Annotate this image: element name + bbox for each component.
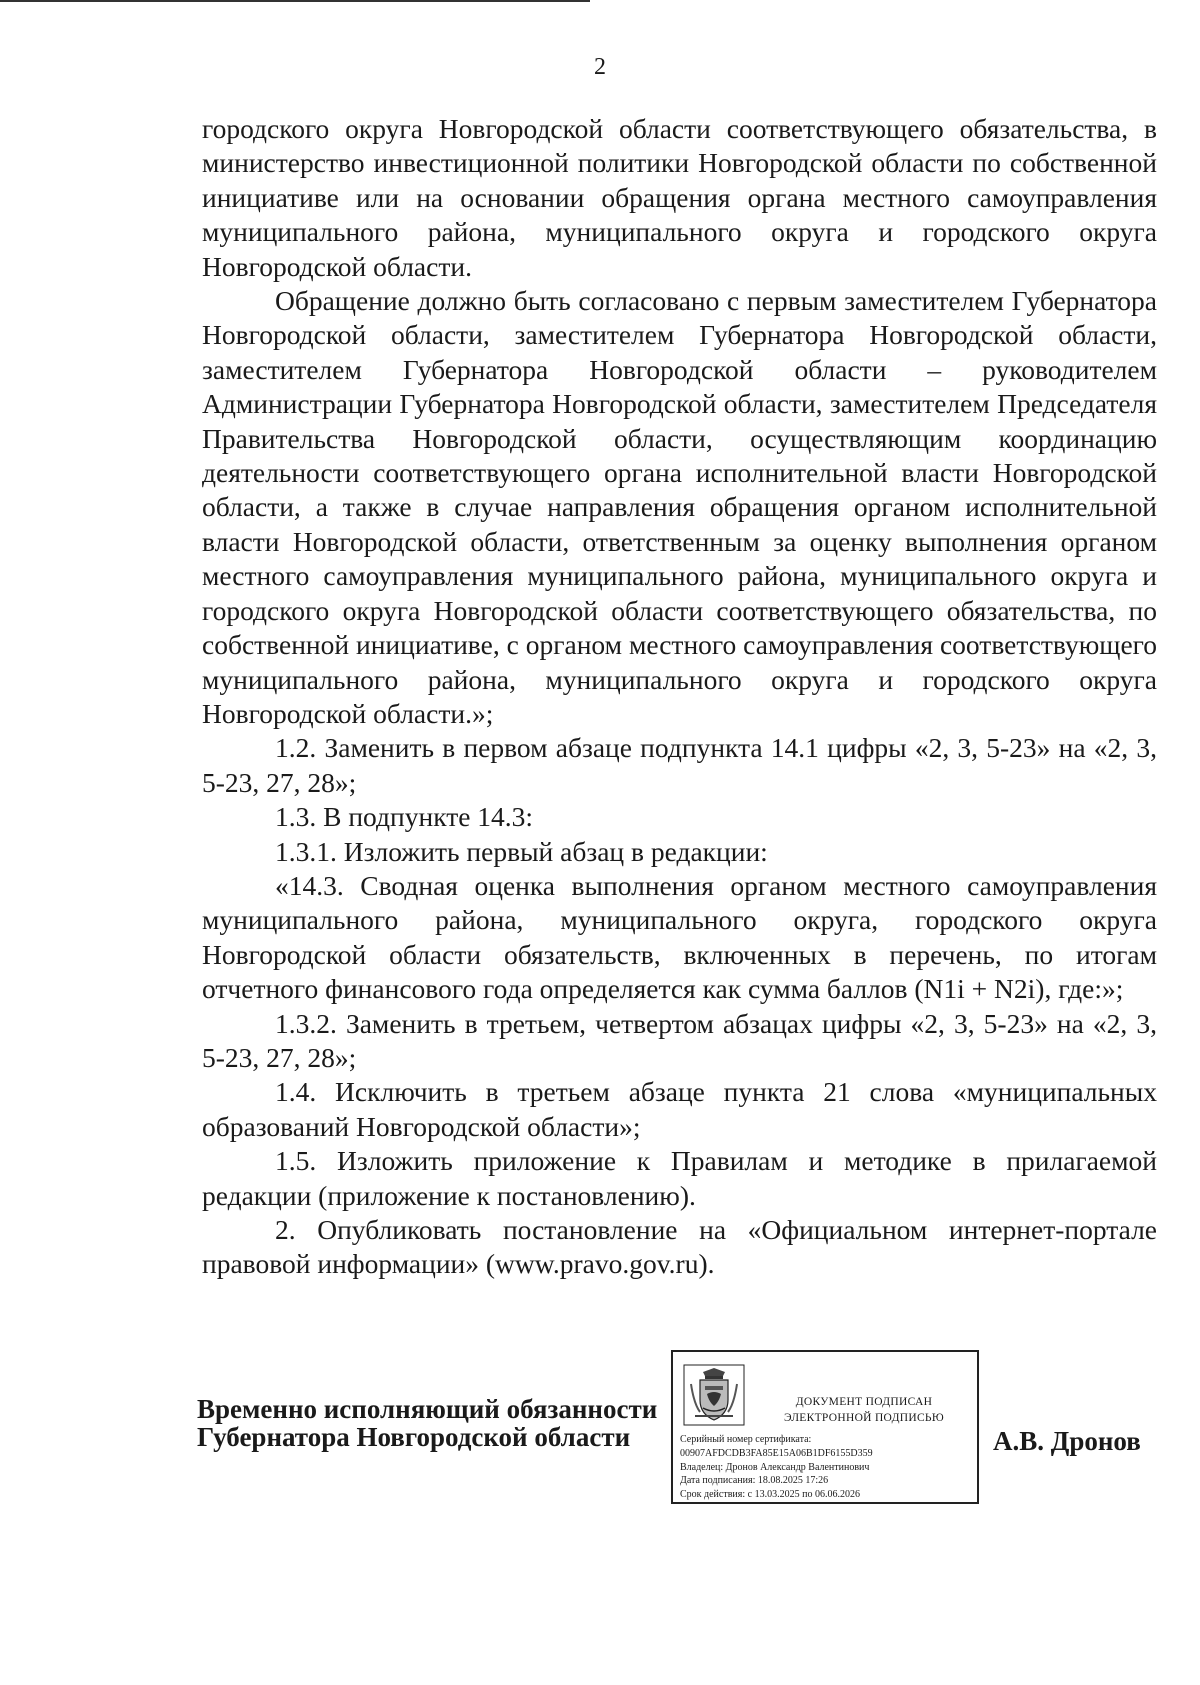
paragraph: «14.3. Сводная оценка выполнения органом местного самоуправления муниципального района, муниципального округа, городского округа Новгородской области обязательств, включенных в перечень, по итогам отчетного финансового года определяется как сумма баллов (N1i + N2i), где:»; bbox=[202, 869, 1157, 1005]
certificate-validity: Срок действия: с 13.03.2025 по 06.06.2026 bbox=[680, 1489, 860, 1501]
paragraph: 1.3.2. Заменить в третьем, четвертом абзацах цифры «2, 3, 5-23» на «2, 3, 5-23, 27, 28»; bbox=[202, 1007, 1157, 1073]
signatory-name: А.В. Дронов bbox=[993, 1426, 1141, 1456]
coat-of-arms-icon bbox=[683, 1364, 745, 1426]
scan-top-edge-line bbox=[0, 0, 590, 2]
stamp-title-line: ЭЛЕКТРОННОЙ ПОДПИСЬЮ bbox=[784, 1412, 944, 1424]
page-number: 2 bbox=[594, 54, 606, 80]
paragraph: 1.3. В подпункте 14.3: bbox=[275, 801, 534, 833]
paragraph: 1.4. Исключить в третьем абзаце пункта 21 слова «муниципальных образований Новгородской области»; bbox=[202, 1076, 1157, 1142]
paragraph: 2. Опубликовать постановление на «Официальном интернет-портале правовой информации» (www.pravo.gov.ru). bbox=[202, 1214, 1157, 1280]
paragraph: 1.5. Изложить приложение к Правилам и методике в прилагаемой редакции (приложение к постановлению). bbox=[202, 1145, 1157, 1211]
document-body bbox=[202, 112, 1157, 1282]
certificate-number: 00907AFDCDB3FA85E15A06B1DF6155D359 bbox=[680, 1447, 873, 1459]
paragraph: городского округа Новгородской области соответствующего обязательства, в министерство инвестиционной политики Новгородской области по собственной инициативе или на основании обращения органа местного самоуправления муниципального района, муниципального округа и городского округа Новгородской области. bbox=[202, 113, 1157, 282]
paragraph: 1.3.1. Изложить первый абзац в редакции: bbox=[275, 835, 768, 867]
signatory-position-line: Временно исполняющий обязанности bbox=[197, 1394, 658, 1424]
paragraph: Обращение должно быть согласовано с первым заместителем Губернатора Новгородской области, заместителем Губернатора Новгородской области, заместителем Губернатора Новгородской области – руководителем Администрации Губернатора Новгородской области, заместителем Председателя Правительства Новгородской области, осуществляющим координацию деятельности соответствующего органа исполнительной власти Новгородской области, а также в случае направления обращения органом исполнительной власти Новгородской области, ответственным за оценку выполнения органом местного самоуправления муниципального района, муниципального округа и городского округа Новгородской области соответствующего обязательства, по собственной инициативе, с органом местного самоуправления соответствующего муниципального района, муниципального округа и городского округа Новгородской области.»; bbox=[202, 285, 1157, 729]
stamp-title-line: ДОКУМЕНТ ПОДПИСАН bbox=[795, 1396, 933, 1408]
signing-date: Дата подписания: 18.08.2025 17:26 bbox=[680, 1475, 829, 1487]
stamp-details bbox=[680, 1433, 978, 1502]
certificate-label: Серийный номер сертификата: bbox=[680, 1434, 812, 1445]
electronic-signature-stamp bbox=[671, 1350, 979, 1504]
signatory-position-line: Губернатора Новгородской области bbox=[197, 1422, 631, 1452]
signatory-position bbox=[197, 1395, 657, 1451]
stamp-title bbox=[753, 1394, 975, 1426]
paragraph: 1.2. Заменить в первом абзаце подпункта 14.1 цифры «2, 3, 5-23» на «2, 3, 5-23, 27, 28»; bbox=[202, 732, 1157, 798]
certificate-owner: Владелец: Дронов Александр Валентинович bbox=[680, 1461, 870, 1473]
